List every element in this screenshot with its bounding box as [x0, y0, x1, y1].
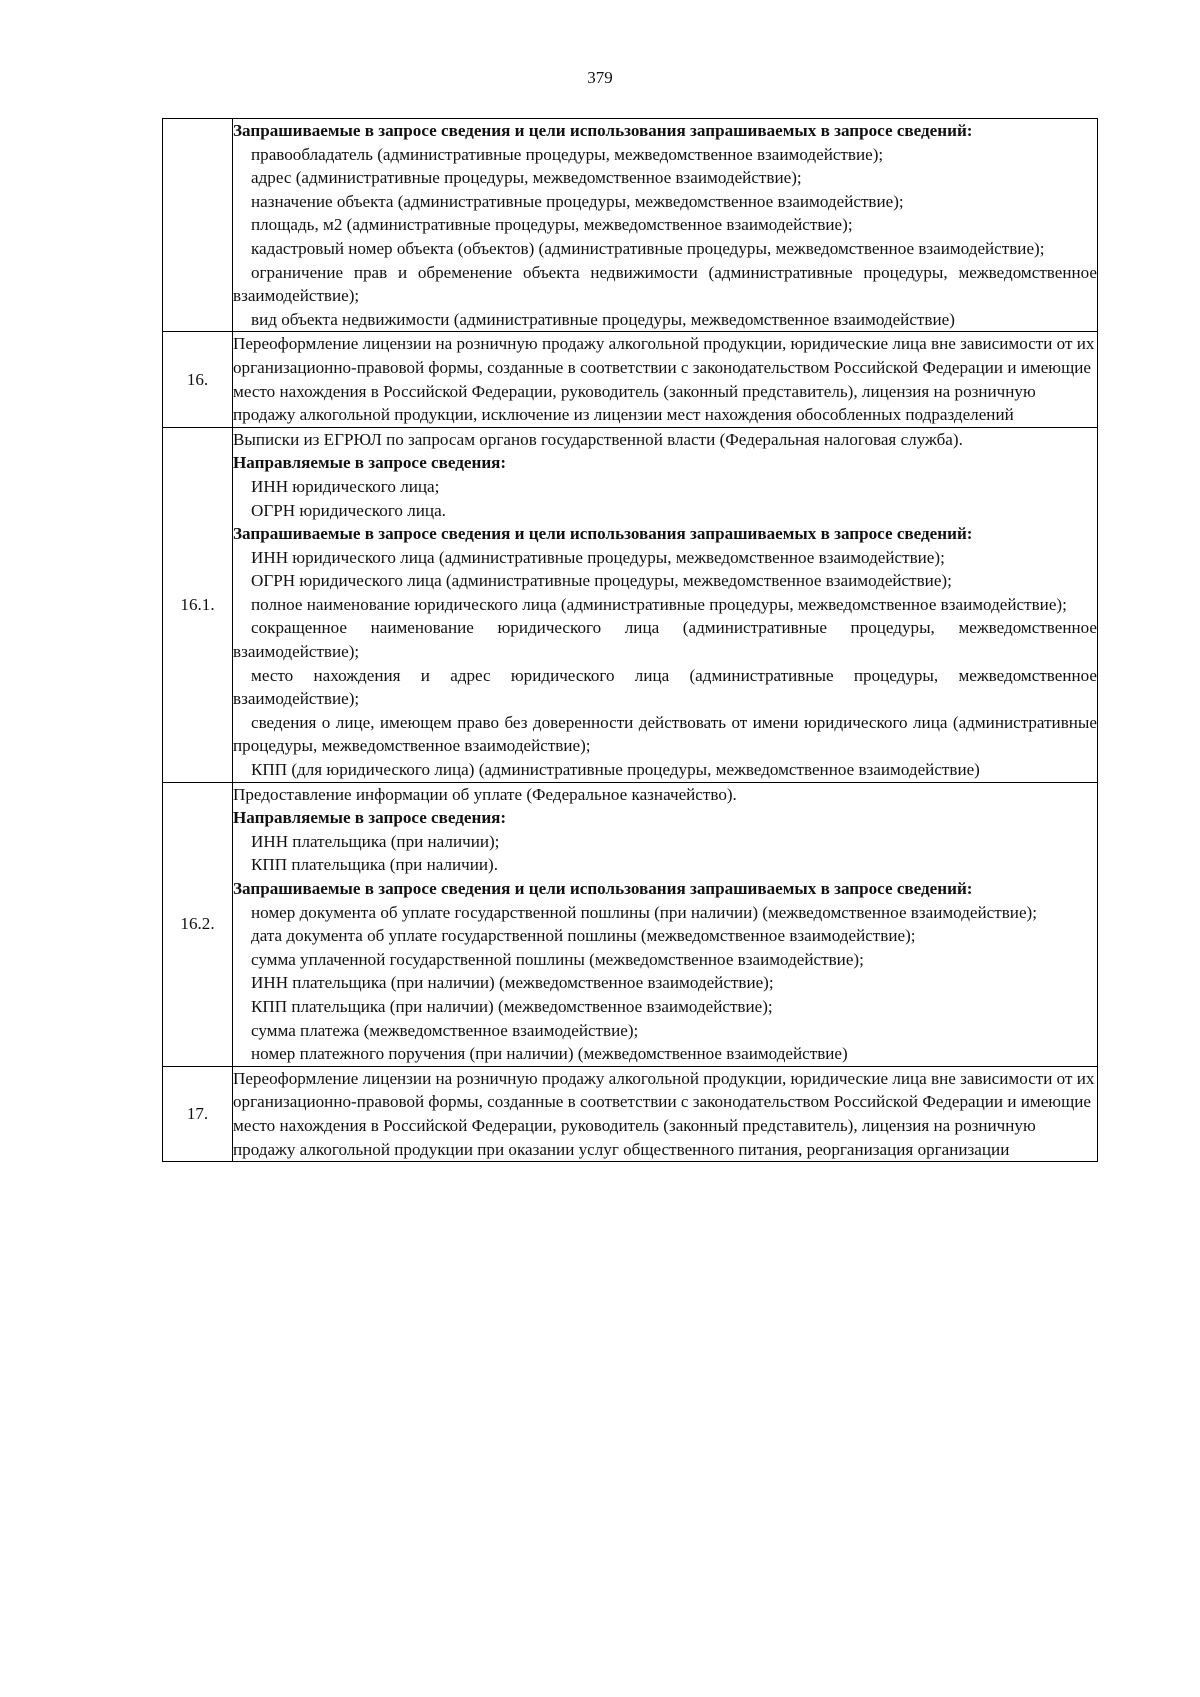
row-number: 16.	[163, 332, 233, 427]
list-item: дата документа об уплате государственной пошлины (межведомственное взаимодействие);	[251, 926, 916, 946]
list-item: КПП плательщика (при наличии) (межведомственное взаимодействие);	[251, 996, 773, 1016]
section-heading: Направляемые в запросе сведения:	[233, 808, 507, 828]
row-description: Предоставление информации об уплате (Федеральное казначейство).	[233, 784, 737, 804]
list-item: сумма платежа (межведомственное взаимодействие);	[251, 1020, 639, 1040]
list-item: правообладатель (административные процедуры, межведомственное взаимодействие);	[251, 144, 884, 164]
table-row	[163, 332, 1098, 427]
row-number	[163, 119, 233, 332]
row-content	[233, 1066, 1098, 1161]
table-row	[163, 782, 1098, 1066]
row-description: Выписки из ЕГРЮЛ по запросам органов государственной власти (Федеральная налоговая служба).	[233, 429, 963, 449]
list-item: ИНН плательщика (при наличии) (межведомственное взаимодействие);	[251, 973, 774, 993]
list-item: ИНН юридического лица;	[251, 476, 440, 496]
list-item: сокращенное наименование юридического лица (административные процедуры, межведомственное взаимодействие);	[233, 618, 1097, 662]
row-number: 17.	[163, 1066, 233, 1161]
table-row	[163, 427, 1098, 782]
row-content	[233, 332, 1098, 427]
list-item: полное наименование юридического лица (административные процедуры, межведомственное взаимодействие);	[251, 594, 1067, 614]
list-item: номер документа об уплате государственной пошлины (при наличии) (межведомственное взаимодействие);	[251, 902, 1037, 922]
list-item: вид объекта недвижимости (административные процедуры, межведомственное взаимодействие)	[251, 309, 955, 329]
list-item: сумма уплаченной государственной пошлины (межведомственное взаимодействие);	[251, 949, 864, 969]
list-item: ОГРН юридического лица (административные процедуры, межведомственное взаимодействие);	[251, 571, 952, 591]
row-content	[233, 782, 1098, 1066]
row-content	[233, 427, 1098, 782]
row-number: 16.2.	[163, 782, 233, 1066]
list-item: назначение объекта (административные процедуры, межведомственное взаимодействие);	[251, 191, 904, 211]
list-item: кадастровый номер объекта (объектов) (административные процедуры, межведомственное взаимодействие);	[251, 238, 1045, 258]
section-heading: Запрашиваемые в запросе сведения и цели использования запрашиваемых в запросе сведений:	[233, 121, 973, 140]
row-description: Переоформление лицензии на розничную продажу алкогольной продукции, юридические лица вне зависимости от их организационно-правовой формы, созданные в соответствии с законодательством Российской Федерации и имеющие место нахождения в Российской Федерации, руководитель (законный представитель), лицензия на розничную продажу алкогольной продукции при оказании услуг общественного питания, реорганизация организации	[233, 1068, 1095, 1159]
list-item: адрес (административные процедуры, межведомственное взаимодействие);	[251, 168, 802, 188]
list-item: ИНН юридического лица (административные процедуры, межведомственное взаимодействие);	[251, 547, 945, 567]
row-content	[233, 119, 1098, 332]
list-item: сведения о лице, имеющем право без доверенности действовать от имени юридического лица (административные процедуры, межведомственное взаимодействие);	[233, 712, 1097, 756]
list-item: КПП плательщика (при наличии).	[251, 855, 499, 875]
section-heading: Запрашиваемые в запросе сведения и цели использования запрашиваемых в запросе сведений:	[233, 524, 973, 544]
list-item: номер платежного поручения (при наличии) (межведомственное взаимодействие)	[251, 1044, 848, 1064]
page-number: 379	[587, 68, 613, 87]
list-item: место нахождения и адрес юридического лица (административные процедуры, межведомственное взаимодействие);	[233, 665, 1097, 709]
section-heading: Направляемые в запросе сведения:	[233, 453, 507, 473]
document-table	[162, 118, 1098, 1162]
list-item: ОГРН юридического лица.	[251, 500, 446, 520]
list-item: площадь, м2 (административные процедуры, межведомственное взаимодействие);	[251, 215, 853, 235]
table-row	[163, 1066, 1098, 1161]
section-heading: Запрашиваемые в запросе сведения и цели использования запрашиваемых в запросе сведений:	[233, 879, 973, 898]
list-item: ИНН плательщика (при наличии);	[251, 831, 500, 851]
table-row	[163, 119, 1098, 332]
list-item: ограничение прав и обременение объекта недвижимости (административные процедуры, межведомственное взаимодействие);	[233, 262, 1097, 306]
row-description: Переоформление лицензии на розничную продажу алкогольной продукции, юридические лица вне зависимости от их организационно-правовой формы, созданные в соответствии с законодательством Российской Федерации и имеющие место нахождения в Российской Федерации, руководитель (законный представитель), лицензия на розничную продажу алкогольной продукции, исключение из лицензии мест нахождения обособленных подразделений	[233, 334, 1095, 425]
document-table-body	[163, 119, 1098, 1162]
row-number: 16.1.	[163, 427, 233, 782]
list-item: КПП (для юридического лица) (административные процедуры, межведомственное взаимодействие)	[251, 760, 980, 780]
